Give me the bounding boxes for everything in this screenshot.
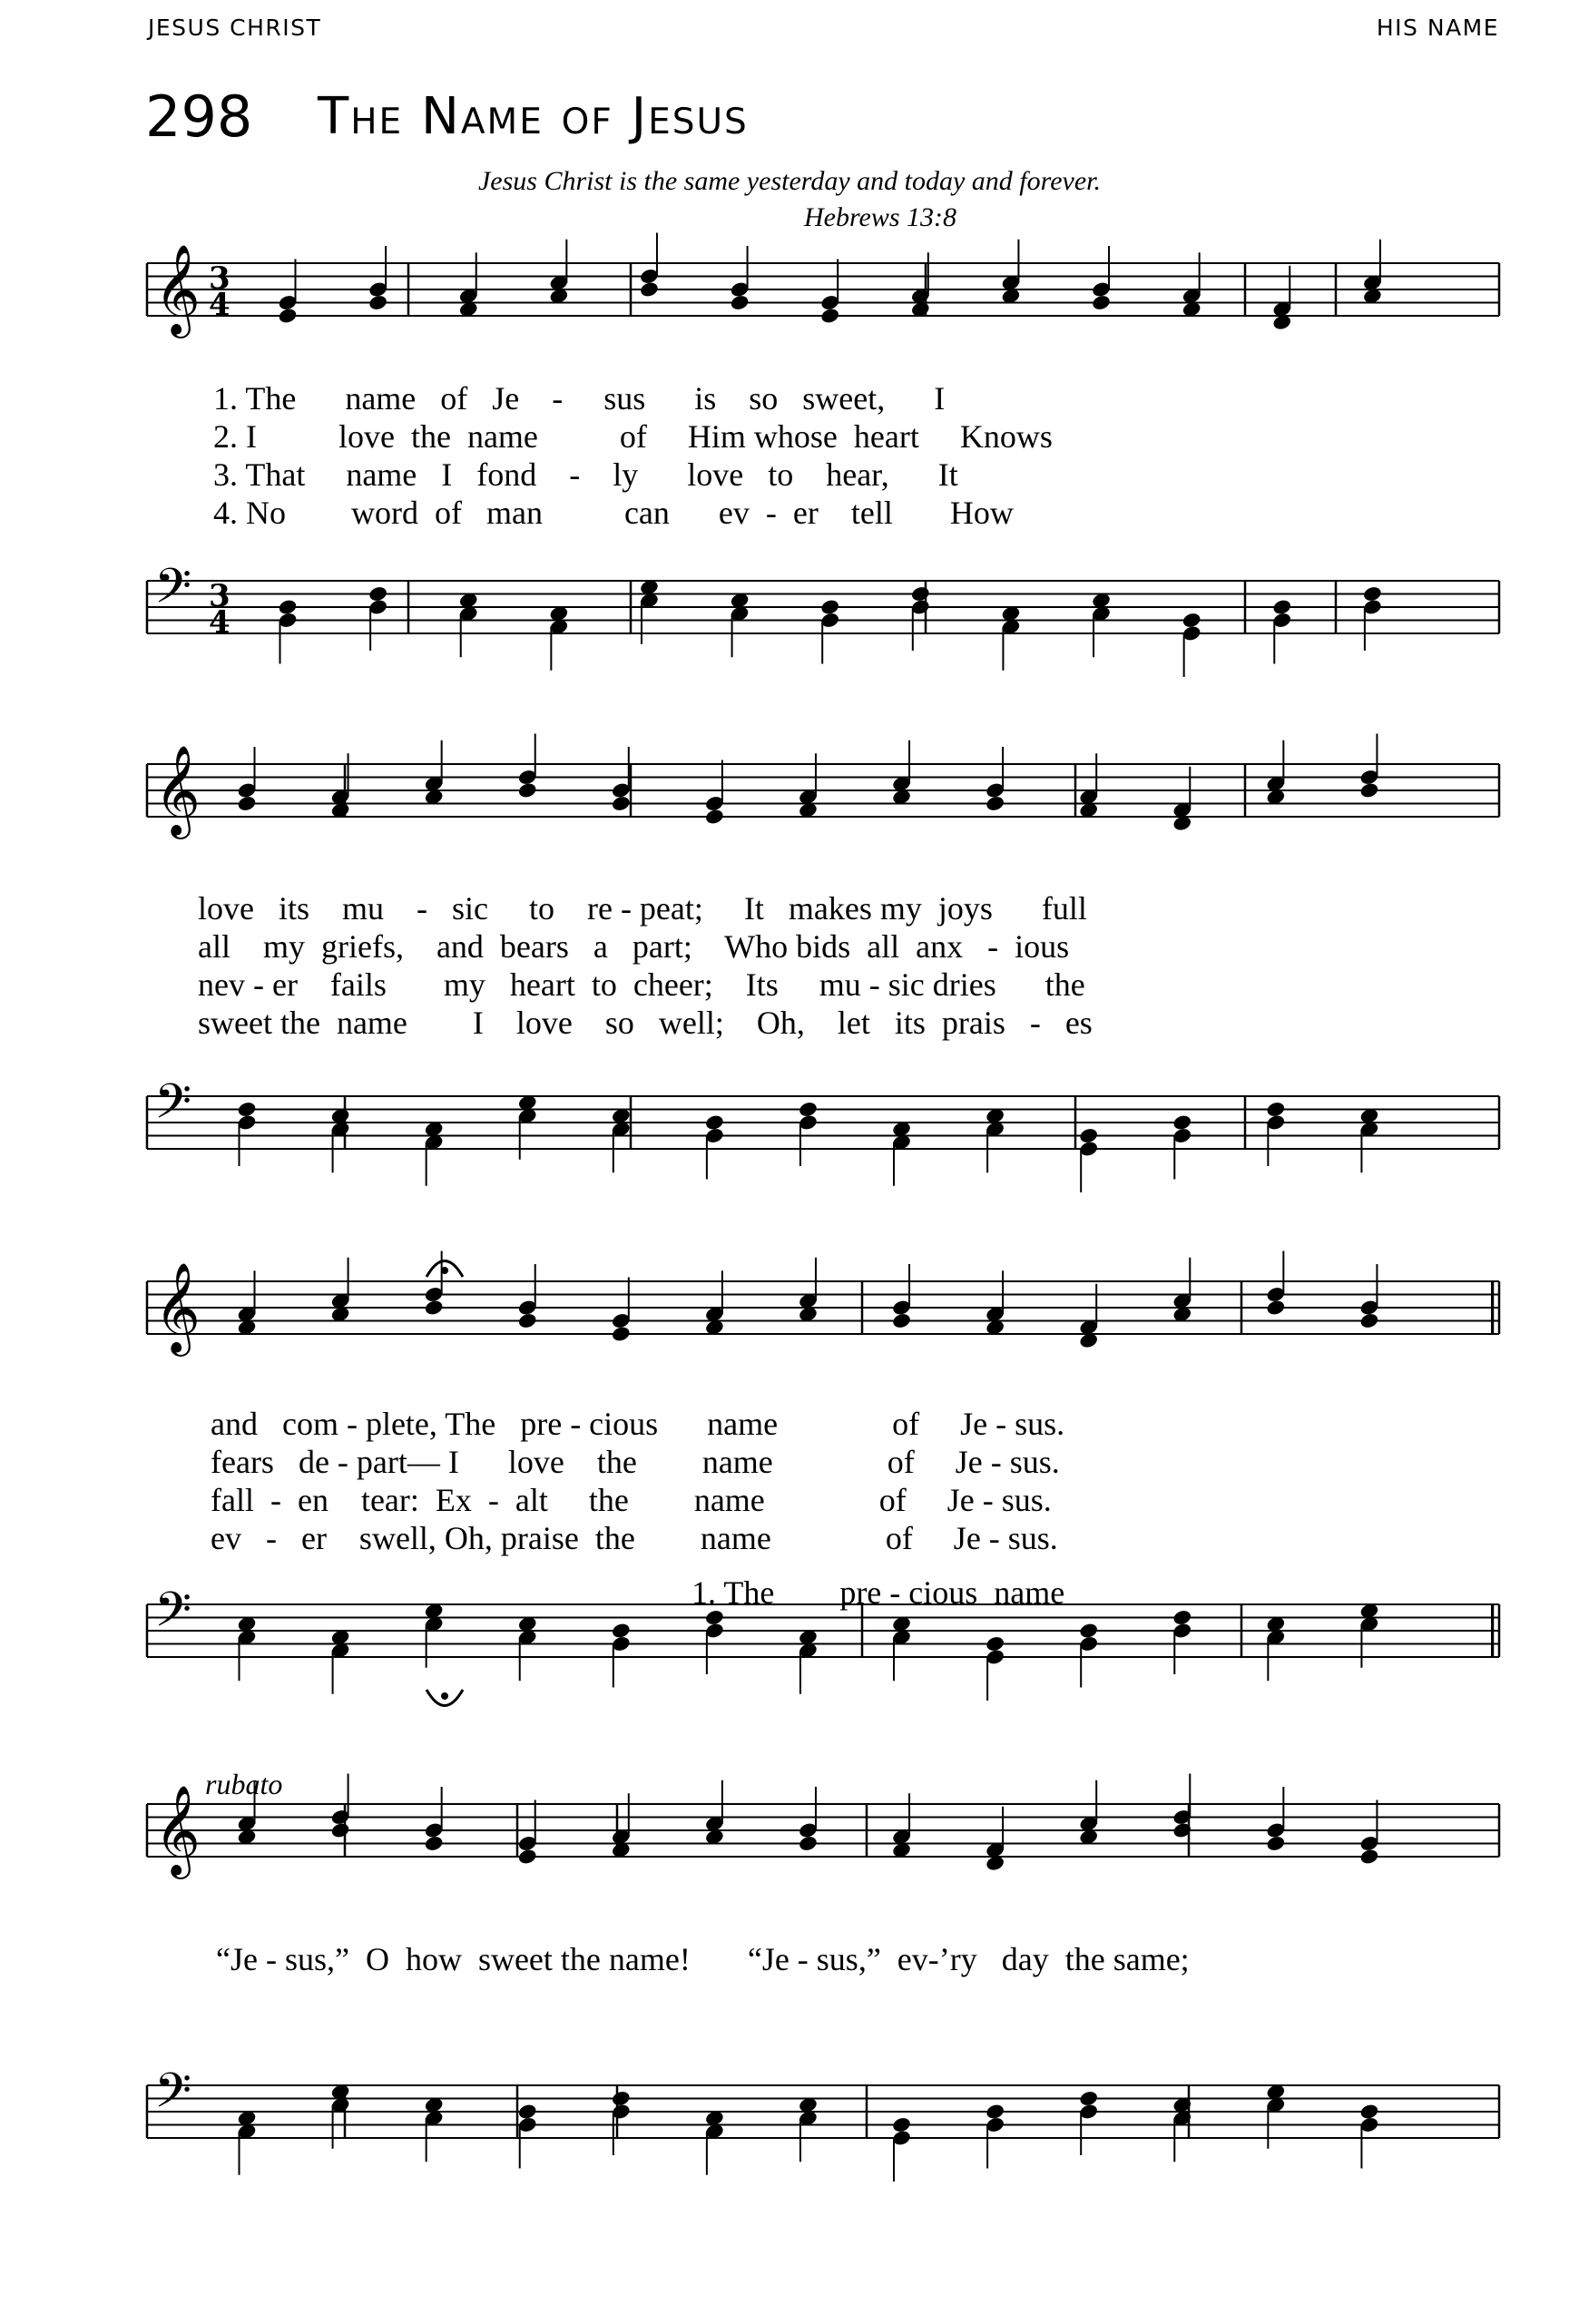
- bass-clef-icon: 𝄢: [154, 559, 192, 626]
- notehead: [1362, 585, 1383, 603]
- notehead: [1091, 294, 1112, 312]
- notehead: [1266, 1835, 1287, 1853]
- lyric-s3-verse4: ev - er swell, Oh, praise the name of Je - sus.: [211, 1520, 1058, 1556]
- notehead: [798, 1835, 819, 1853]
- notehead: [819, 307, 840, 325]
- lyric-s3-verse2: fears de - part— I love the name of Je - sus.: [211, 1444, 1060, 1480]
- lyric-s4-refrain: “Je - sus,” O how sweet the name! “Je - sus,” ev-’ry day the same;: [216, 1941, 1190, 1977]
- notehead: [517, 1848, 538, 1866]
- fermata-icon: [441, 1692, 448, 1700]
- time-sig-bottom: 4: [209, 287, 230, 323]
- notehead: [910, 585, 931, 603]
- bass-clef-icon: 𝄢: [154, 1074, 192, 1142]
- section-header: JESUS CHRIST: [148, 15, 322, 41]
- bass-clef-icon: 𝄢: [154, 2064, 192, 2131]
- notehead: [1078, 1622, 1099, 1640]
- notehead: [985, 1635, 1005, 1653]
- notehead: [611, 2090, 632, 2108]
- time-sig-top: 3: [209, 578, 230, 614]
- notehead: [1078, 2090, 1099, 2108]
- notehead: [237, 1101, 258, 1119]
- lyric-s2-verse1: love its mu - sic to re - peat; It makes my joys full: [198, 890, 1087, 927]
- time-sig-bottom: 4: [209, 604, 230, 641]
- notehead: [1359, 2103, 1380, 2121]
- notehead: [1266, 1299, 1287, 1317]
- lyric-s2-verse4: sweet the name I love so well; Oh, let its prais - es: [198, 1005, 1093, 1041]
- notehead: [278, 307, 299, 325]
- notehead: [1359, 1312, 1380, 1330]
- epigraph-quote: Jesus Christ is the same yesterday and today and forever.: [477, 166, 1101, 196]
- treble-clef-icon: 𝄞: [154, 1262, 201, 1353]
- notehead: [517, 2103, 538, 2121]
- topic-header: HIS NAME: [1376, 15, 1499, 41]
- notehead: [704, 808, 725, 826]
- notehead: [517, 781, 538, 799]
- notehead: [368, 585, 388, 603]
- notehead: [819, 598, 840, 616]
- hymn-title: The Name of Jesus: [318, 87, 749, 146]
- notehead: [611, 1622, 632, 1640]
- treble-clef-icon: 𝄞: [154, 745, 201, 836]
- notehead: [985, 2103, 1005, 2121]
- notehead: [368, 294, 388, 312]
- lyric-s1-verse2: 2. I love the name of Him whose heart Knows: [213, 418, 1053, 455]
- epigraph-reference: Hebrews 13:8: [803, 202, 957, 232]
- notehead: [891, 2116, 912, 2134]
- lyric-s1-verse1: 1. The name of Je - sus is so sweet, I: [213, 380, 946, 417]
- lyric-s2-verse3: nev - er fails my heart to cheer; Its mu - sic dries the: [198, 966, 1085, 1003]
- notehead: [611, 1325, 632, 1343]
- notehead: [1359, 781, 1380, 799]
- notehead: [1172, 1113, 1192, 1132]
- bass-clef-icon: 𝄢: [154, 1583, 192, 1650]
- lyric-s1-verse4: 4. No word of man can ev - er tell How: [213, 495, 1014, 531]
- time-sig-top: 3: [209, 260, 230, 297]
- lyric-s3-verse3: fall - en tear: Ex - alt the name of Je - sus.: [211, 1482, 1052, 1518]
- notehead: [1271, 598, 1292, 616]
- notehead: [1172, 1609, 1192, 1627]
- notehead: [1359, 1848, 1380, 1866]
- treble-clef-icon: 𝄞: [154, 244, 201, 335]
- notehead: [1078, 1127, 1099, 1145]
- notehead: [1266, 1101, 1287, 1119]
- notehead: [424, 1299, 445, 1317]
- lyric-s3-verse1: and com - plete, The pre - cious name of Je - sus.: [211, 1406, 1065, 1442]
- notehead: [424, 1835, 445, 1853]
- notehead: [798, 1101, 819, 1119]
- treble-clef-icon: 𝄞: [154, 1785, 201, 1876]
- notehead: [985, 795, 1005, 813]
- fermata-icon: [441, 1267, 448, 1274]
- notehead: [639, 280, 660, 299]
- lyric-s2-verse2: all my griefs, and bears a part; Who bids all anx - ious: [198, 928, 1070, 965]
- lyric-s1-verse3: 3. That name I fond - ly love to hear, It: [213, 456, 958, 493]
- hymn-number: 298: [145, 83, 253, 150]
- notehead: [704, 1113, 725, 1132]
- notehead: [278, 598, 299, 616]
- lyric-s3-bass-refrain: 1. The pre - cious name: [691, 1574, 1065, 1611]
- notehead: [891, 1312, 912, 1330]
- notehead: [611, 795, 632, 813]
- notehead: [1182, 612, 1202, 630]
- notehead: [730, 294, 750, 312]
- tempo-marking: rubato: [205, 1768, 283, 1800]
- notehead: [237, 795, 258, 813]
- notehead: [517, 1312, 538, 1330]
- notehead: [330, 1821, 351, 1839]
